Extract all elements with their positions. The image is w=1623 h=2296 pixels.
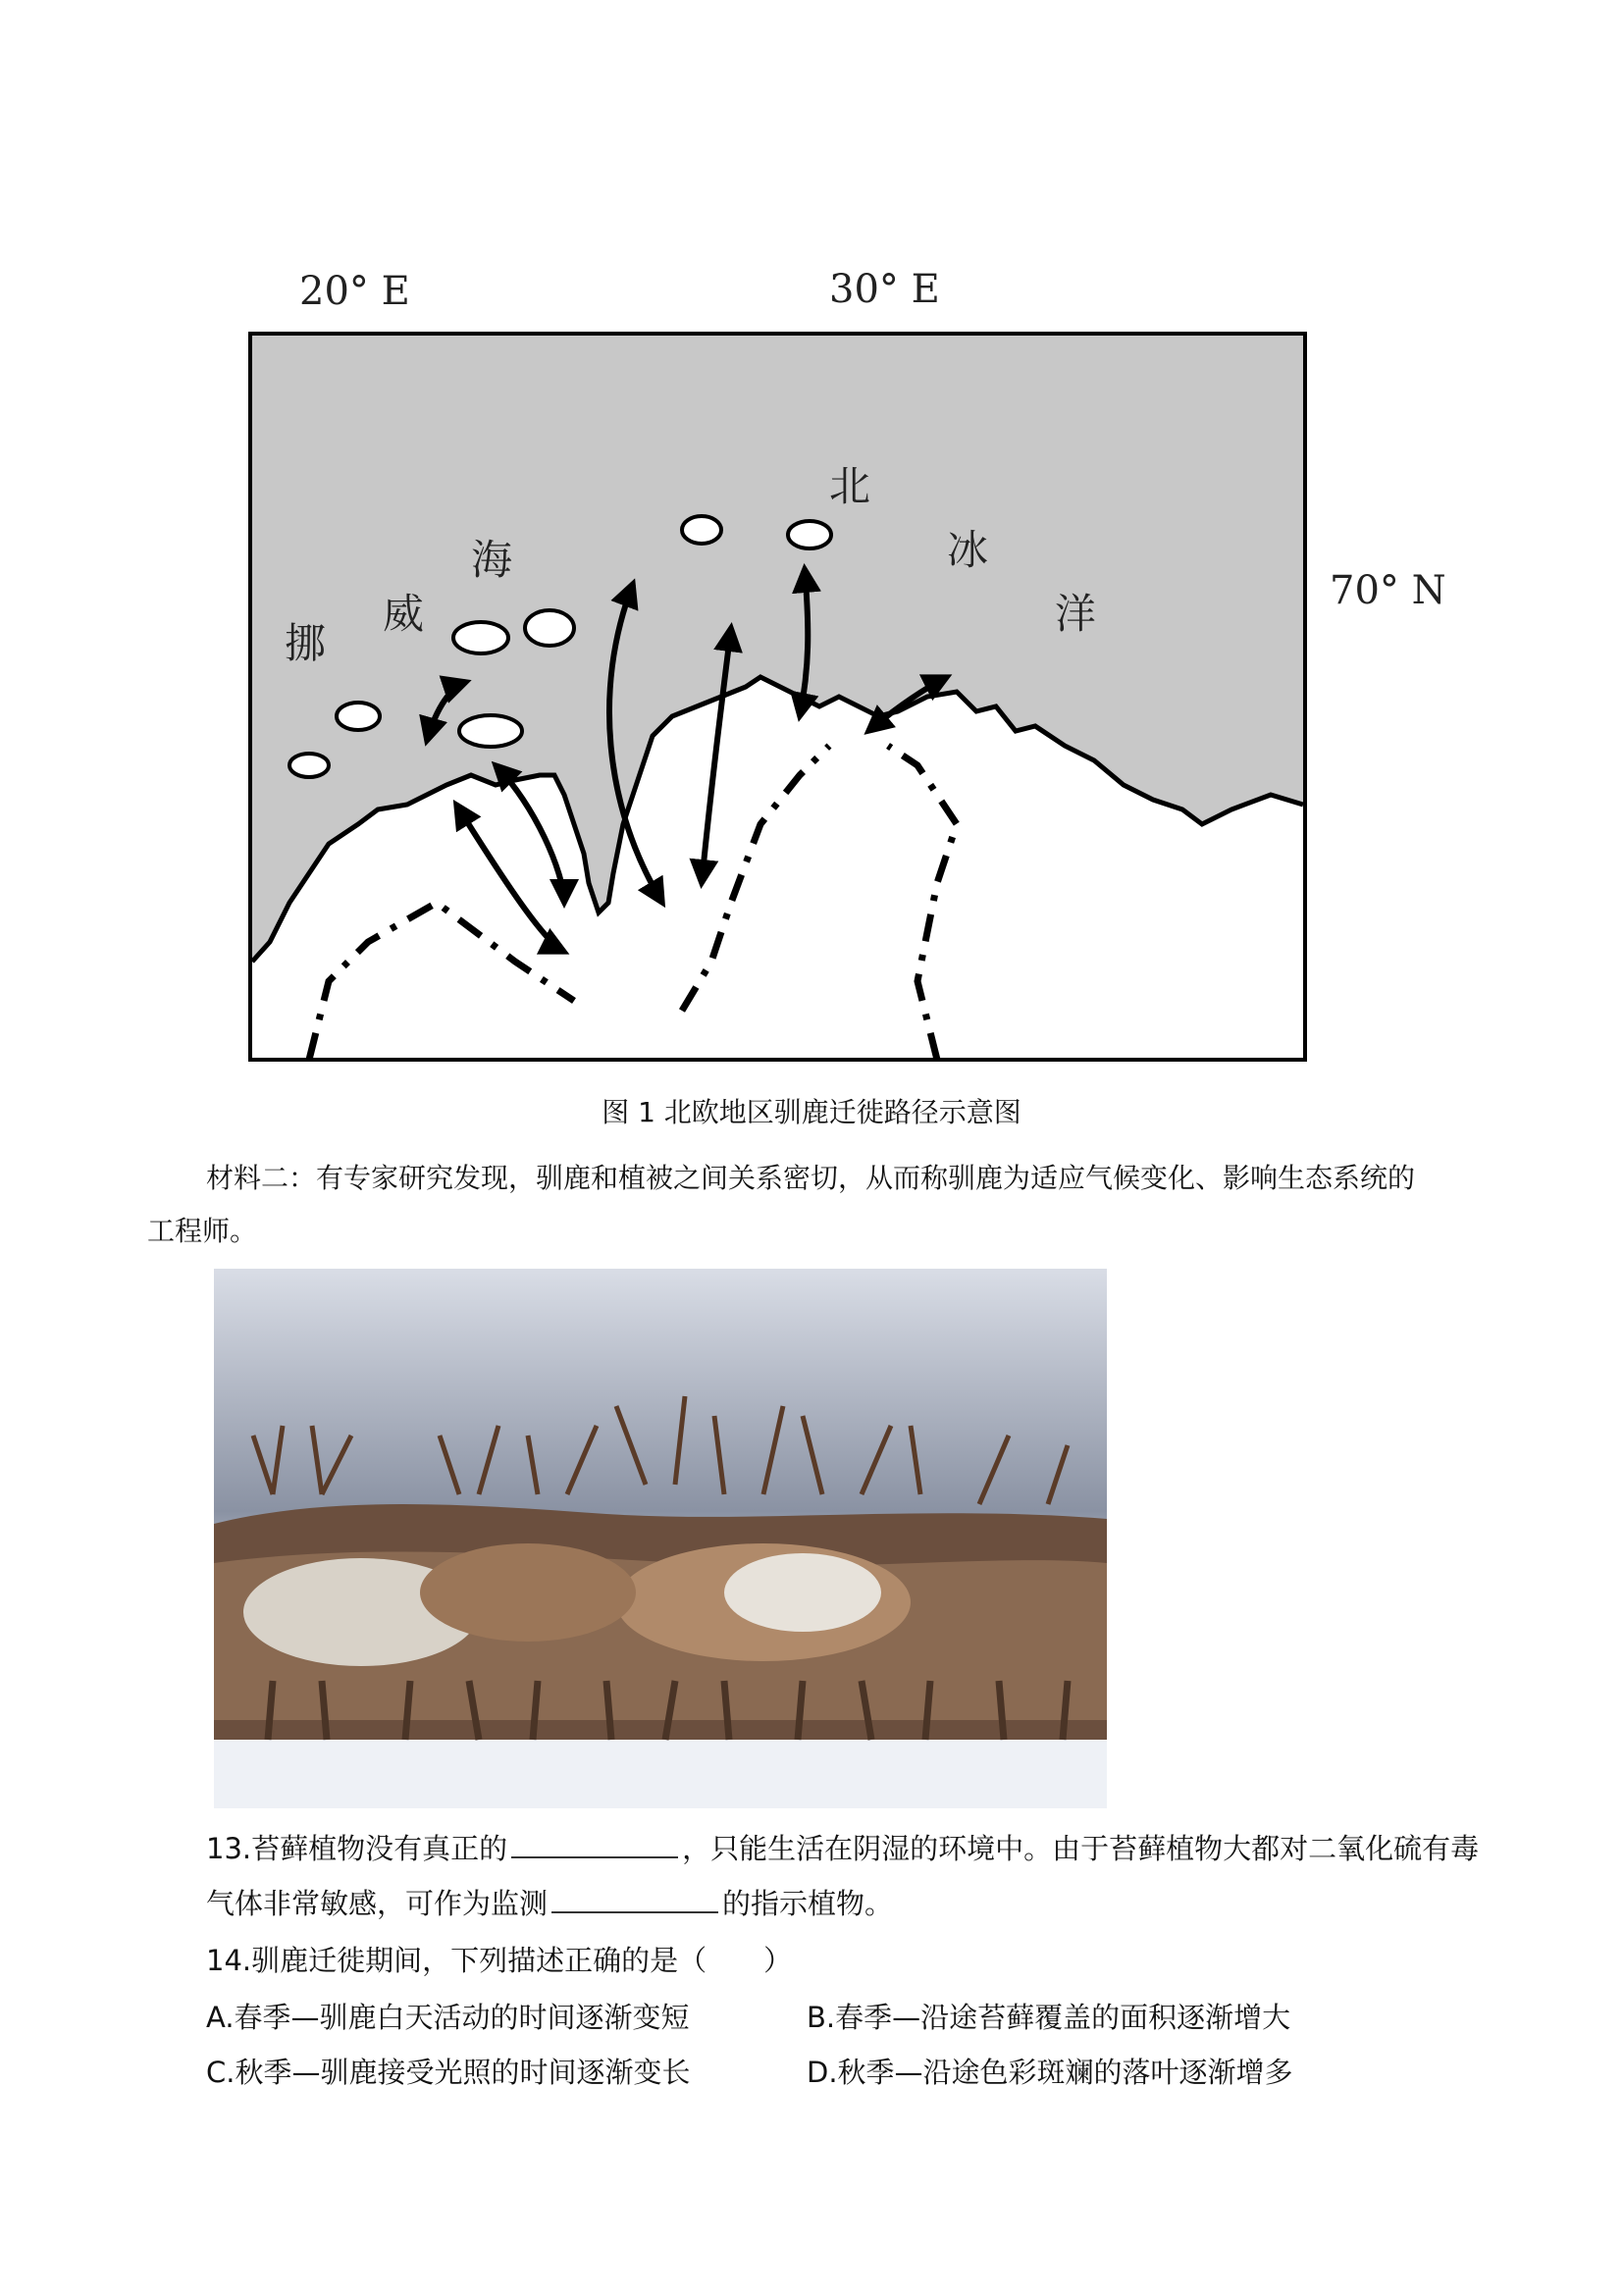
island [453,622,508,653]
q13-line2 [206,1882,893,1922]
island [289,754,329,777]
q14-option-b[interactable]: B.春季—沿途苔藓覆盖的面积逐渐增大 [807,2001,1291,2034]
sea-char: 洋 [1055,590,1097,638]
reindeer-herd-image [214,1269,1107,1808]
migration-map-figure [211,196,1487,1079]
material2-text-cont: 工程师。 [147,1215,258,1247]
q14-option-a[interactable]: A.春季—驯鹿白天活动的时间逐渐变短 [206,2001,690,2034]
q14-option-c[interactable]: C.秋季—驯鹿接受光照的时间逐渐变长 [206,2056,691,2089]
q13-part2: ，只能生活在阴湿的环境中。由于苔藓植物大都对二氧化硫有毒 [682,1832,1480,1865]
migration-map [211,196,1487,1079]
lat-label-70n: 70° N [1330,568,1446,613]
sea-char: 挪 [285,619,327,667]
island [459,715,522,747]
lon-label-30e: 30° E [829,267,940,312]
island [682,516,721,544]
q14-stem: 14.驯鹿迁徙期间，下列描述正确的是（ ） [206,1944,793,1977]
island [788,521,831,548]
figure-caption: 图 1 北欧地区驯鹿迁徙路径示意图 [602,1096,1021,1128]
sea-char: 北 [829,462,871,510]
reindeer-photo [214,1269,1107,1808]
sea-char: 海 [471,536,513,584]
q13-part1: 13.苔藓植物没有真正的 [206,1832,508,1865]
q13-blank1[interactable] [511,1831,678,1858]
sea-char: 冰 [947,526,989,574]
q13-blank2[interactable] [551,1886,718,1913]
q13-line1 [206,1827,1501,1867]
island [525,610,574,646]
q13-part4: 的指示植物。 [722,1887,894,1920]
lon-label-20e: 20° E [299,269,410,314]
q13-part3: 气体非常敏感，可作为监测 [206,1887,549,1920]
material2-text: 材料二：有专家研究发现，驯鹿和植被之间关系密切，从而称驯鹿为适应气候变化、影响生态系统的 [206,1162,1416,1194]
island [337,703,380,730]
sea-char: 威 [383,590,425,638]
q14-option-d[interactable]: D.秋季—沿途色彩斑斓的落叶逐渐增多 [807,2056,1293,2089]
